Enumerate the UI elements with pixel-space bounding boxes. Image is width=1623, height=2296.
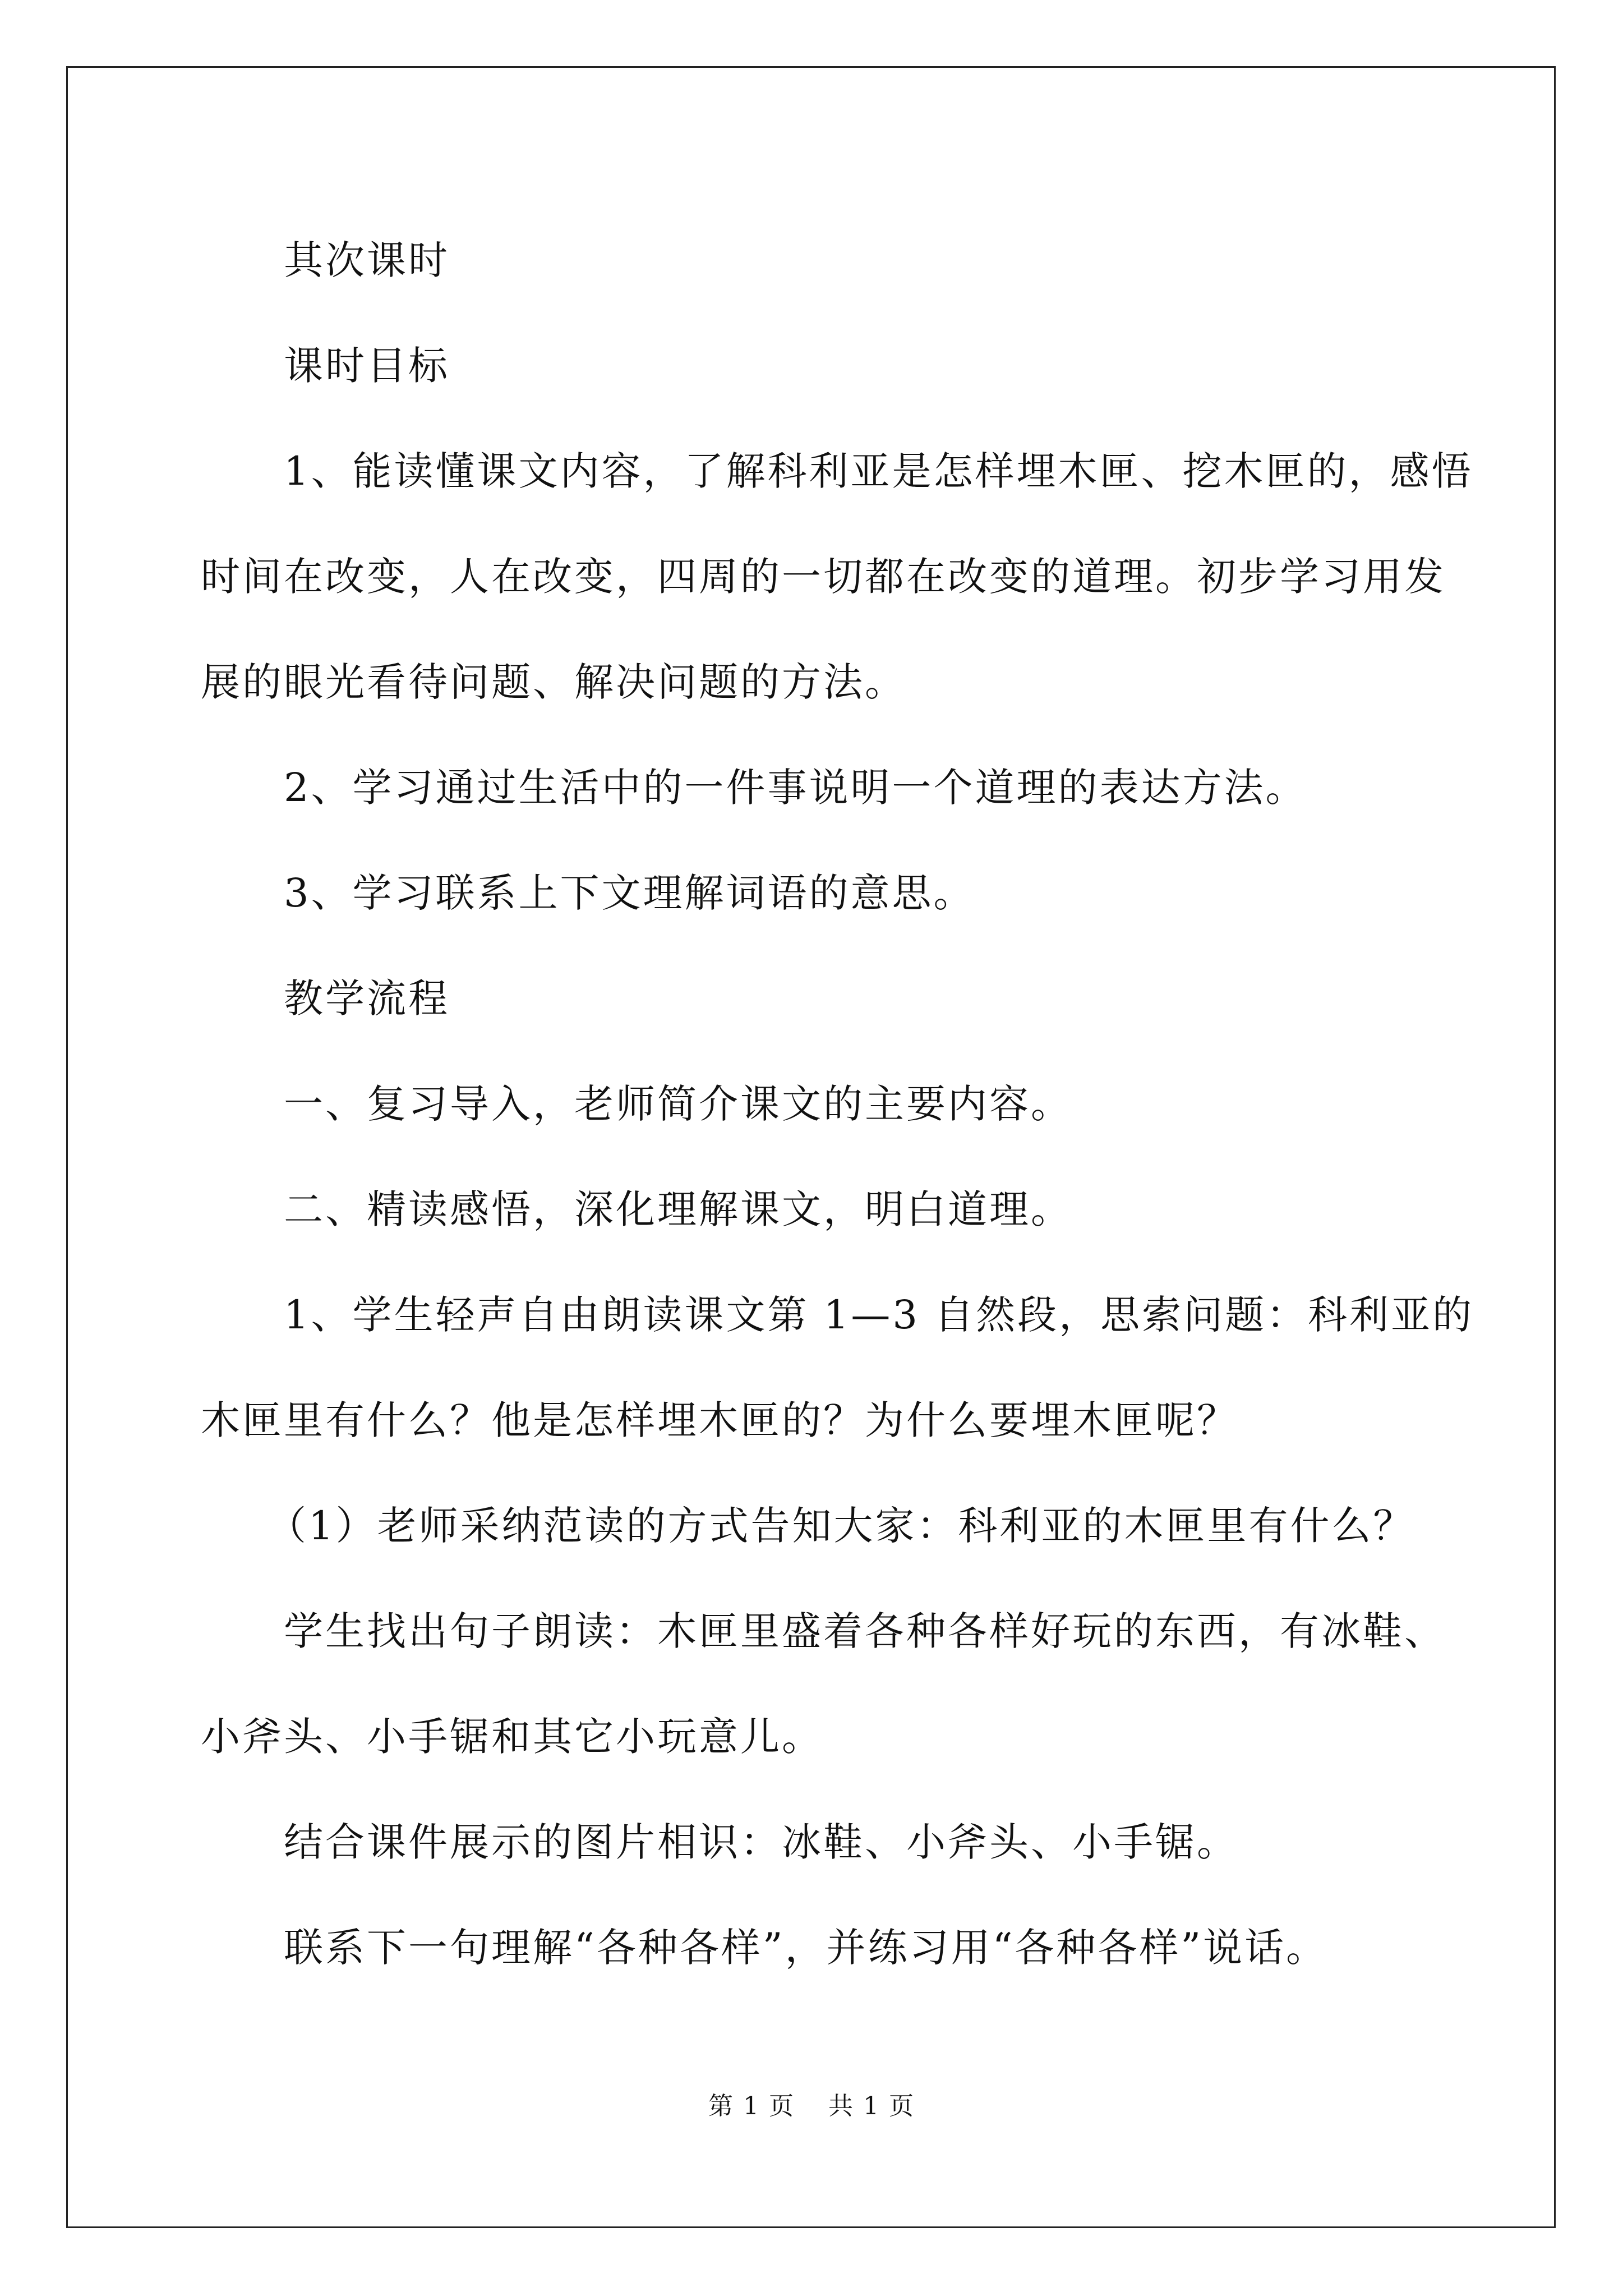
paragraph: （1）老师采纳范读的方式告知大家：科利亚的木匣里有什么？: [267, 1503, 1415, 1549]
paragraph: 二、精读感悟，深化理解课文，明白道理。: [284, 1186, 1072, 1232]
paragraph: 3、学习联系上下文理解词语的意思。: [284, 870, 975, 916]
paragraph: 1、学生轻声自由朗读课文第 1—3 自然段，思索问题：科利亚的: [284, 1292, 1474, 1338]
paragraph: 教学流程: [284, 976, 450, 1022]
paragraph: 一、复习导入，老师简介课文的主要内容。: [284, 1081, 1072, 1127]
page-footer: [0, 2086, 1623, 2122]
paragraph: 学生找出句子朗读：木匣里盛着各种各样好玩的东西，有冰鞋、: [284, 1608, 1446, 1654]
paragraph: 小斧头、小手锯和其它小玩意儿。: [201, 1714, 823, 1760]
paragraph: 展的眼光看待问题、解决问题的方法。: [201, 659, 906, 705]
paragraph: 2、学习通过生活中的一件事说明一个道理的表达方法。: [284, 765, 1307, 811]
paragraph: 联系下一句理解“各种各样”，并练习用“各种各样”说话。: [284, 1925, 1328, 1971]
paragraph: 1、能读懂课文内容，了解科利亚是怎样埋木匣、挖木匣的，感悟: [284, 448, 1473, 494]
paragraph: 结合课件展示的图片相识：冰鞋、小斧头、小手锯。: [284, 1819, 1238, 1865]
paragraph: 木匣里有什么？他是怎样埋木匣的？为什么要埋木匣呢？: [201, 1397, 1238, 1443]
page-number-current: 第 1 页: [708, 2092, 795, 2120]
document-body: [201, 208, 1474, 2000]
paragraph: 其次课时: [284, 237, 450, 283]
page-number-total: 共 1 页: [828, 2092, 915, 2120]
paragraph: 时间在改变，人在改变，四周的一切都在改变的道理。初步学习用发: [201, 554, 1446, 600]
paragraph: 课时目标: [284, 343, 450, 389]
